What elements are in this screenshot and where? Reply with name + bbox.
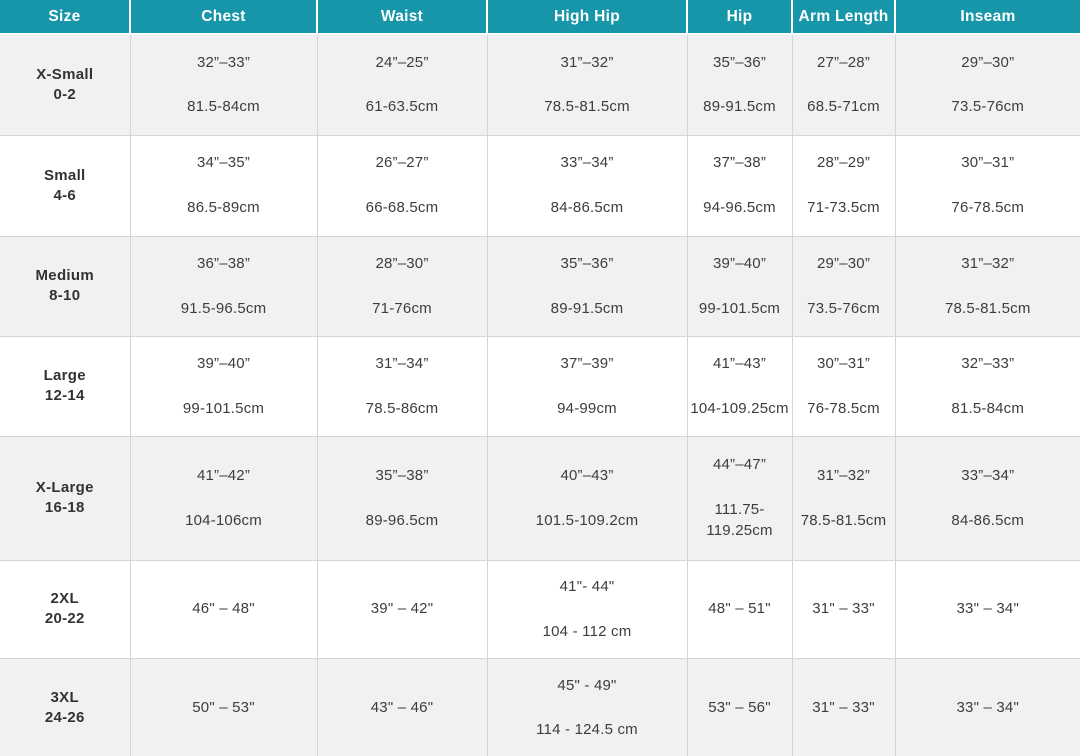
measurement-cm: 111.75-119.25cm bbox=[706, 500, 773, 540]
cell-arm-length bbox=[792, 236, 895, 336]
measurement-cm: 73.5-76cm bbox=[807, 299, 880, 317]
measurement-cm: 114 - 124.5 cm bbox=[536, 721, 638, 739]
measurement bbox=[898, 465, 1079, 532]
measurement bbox=[490, 675, 685, 742]
measurement bbox=[320, 253, 485, 320]
measurement bbox=[898, 253, 1079, 320]
measurement-cm: 76-78.5cm bbox=[807, 399, 880, 417]
measurement-inches: 44”–47” bbox=[712, 455, 767, 473]
measurement bbox=[795, 52, 893, 119]
measurement-inches: 33”–34” bbox=[560, 154, 614, 172]
size-name: Medium bbox=[35, 267, 94, 285]
measurement-inches: 31”–32” bbox=[961, 254, 1015, 272]
size-name: 2XL bbox=[50, 590, 79, 608]
size-range: 8-10 bbox=[49, 287, 81, 304]
measurement-cm: 84-86.5cm bbox=[550, 199, 624, 216]
measurement bbox=[795, 353, 893, 420]
measurement-inches: 27”–28” bbox=[816, 53, 871, 71]
measurement bbox=[320, 152, 485, 219]
measurement-inches: 28”–30” bbox=[375, 254, 429, 272]
measurement-inches: 35”–36” bbox=[560, 254, 614, 272]
measurement-inches: 34”–35” bbox=[196, 154, 251, 172]
measurement-inches: 36”–38” bbox=[196, 254, 251, 272]
cell-waist bbox=[317, 560, 487, 658]
measurement-inches: 40”–43” bbox=[560, 466, 614, 484]
measurement-inches: 37”–38” bbox=[712, 154, 767, 172]
size-range: 16-18 bbox=[44, 499, 85, 516]
cell-waist bbox=[317, 34, 487, 135]
cell-chest bbox=[130, 436, 317, 560]
table-row-x-large bbox=[0, 436, 1080, 560]
measurement bbox=[898, 598, 1079, 620]
column-header-hip: Hip bbox=[687, 0, 792, 34]
column-header-waist: Waist bbox=[317, 0, 487, 34]
measurement-cm: 68.5-71cm bbox=[807, 98, 880, 116]
measurement-inches: 26”–27” bbox=[375, 154, 429, 172]
measurement bbox=[133, 465, 315, 532]
measurement bbox=[490, 465, 685, 532]
measurement bbox=[690, 598, 790, 620]
measurement bbox=[133, 152, 315, 219]
measurement bbox=[795, 465, 893, 532]
measurement-inches: 37”–39” bbox=[560, 354, 614, 372]
measurement-cm: 71-73.5cm bbox=[807, 199, 880, 216]
cell-arm-length bbox=[792, 436, 895, 560]
cell-chest bbox=[130, 135, 317, 236]
measurement-inches: 53" – 56" bbox=[708, 698, 771, 716]
table-row-2xl bbox=[0, 560, 1080, 658]
measurement-cm: 104-109.25cm bbox=[690, 399, 789, 417]
measurement-cm: 78.5-81.5cm bbox=[944, 299, 1031, 317]
measurement bbox=[320, 697, 485, 719]
measurement-inches: 30”–31” bbox=[816, 354, 871, 372]
measurement-cm: 66-68.5cm bbox=[365, 199, 439, 216]
cell-size bbox=[0, 236, 130, 336]
measurement-inches: 31”–32” bbox=[816, 466, 871, 484]
measurement-inches: 32”–33” bbox=[961, 354, 1015, 372]
measurement bbox=[690, 353, 790, 420]
measurement-cm: 86.5-89cm bbox=[187, 199, 260, 216]
cell-chest bbox=[130, 336, 317, 436]
measurement bbox=[133, 52, 315, 119]
measurement bbox=[795, 598, 893, 620]
measurement-cm: 89-91.5cm bbox=[550, 299, 624, 317]
measurement-cm: 104 - 112 cm bbox=[542, 622, 632, 640]
measurement-inches: 30”–31” bbox=[961, 154, 1015, 172]
measurement-inches: 29”–30” bbox=[961, 53, 1015, 71]
cell-waist bbox=[317, 658, 487, 756]
measurement-inches: 33" – 34" bbox=[956, 698, 1019, 716]
size-range: 24-26 bbox=[44, 708, 85, 726]
measurement bbox=[133, 697, 315, 719]
cell-hip bbox=[687, 336, 792, 436]
measurement-cm: 78.5-81.5cm bbox=[544, 98, 630, 116]
measurement-inches: 33" – 34" bbox=[956, 600, 1019, 618]
column-header-arm-length: Arm Length bbox=[792, 0, 895, 34]
measurement bbox=[320, 598, 485, 620]
cell-hip bbox=[687, 135, 792, 236]
measurement-cm: 99-101.5cm bbox=[182, 399, 265, 417]
measurement-inches: 39”–40” bbox=[712, 254, 767, 272]
measurement bbox=[898, 353, 1079, 420]
cell-chest bbox=[130, 34, 317, 135]
header-row bbox=[0, 0, 1080, 34]
cell-inseam bbox=[895, 560, 1080, 658]
measurement-cm: 89-96.5cm bbox=[365, 511, 439, 529]
measurement bbox=[133, 253, 315, 320]
size-name: Large bbox=[43, 367, 86, 385]
cell-waist bbox=[317, 135, 487, 236]
measurement-cm: 76-78.5cm bbox=[951, 199, 1025, 216]
table-row-x-small bbox=[0, 34, 1080, 135]
measurement-inches: 43" – 46" bbox=[370, 698, 434, 716]
measurement-cm: 81.5-84cm bbox=[187, 98, 260, 116]
cell-hip bbox=[687, 560, 792, 658]
measurement-inches: 41"- 44" bbox=[559, 577, 615, 595]
measurement bbox=[898, 697, 1079, 719]
measurement bbox=[133, 353, 315, 420]
table-row-3xl bbox=[0, 658, 1080, 756]
size-chart-header bbox=[0, 0, 1080, 34]
measurement-inches: 48" – 51" bbox=[708, 600, 771, 618]
measurement-inches: 41”–42” bbox=[196, 466, 251, 484]
measurement-cm: 73.5-76cm bbox=[951, 98, 1025, 116]
measurement bbox=[690, 152, 790, 219]
size-chart-body bbox=[0, 34, 1080, 756]
cell-high-hip bbox=[487, 34, 687, 135]
cell-waist bbox=[317, 236, 487, 336]
cell-waist bbox=[317, 336, 487, 436]
measurement bbox=[490, 52, 685, 119]
cell-high-hip bbox=[487, 135, 687, 236]
measurement-cm: 94-99cm bbox=[557, 399, 617, 417]
measurement bbox=[320, 353, 485, 420]
cell-arm-length bbox=[792, 135, 895, 236]
cell-chest bbox=[130, 658, 317, 756]
measurement bbox=[795, 253, 893, 320]
cell-chest bbox=[130, 560, 317, 658]
measurement-inches: 41”–43” bbox=[712, 354, 767, 372]
cell-chest bbox=[130, 236, 317, 336]
measurement-inches: 31" – 33" bbox=[812, 698, 875, 716]
table-row-medium bbox=[0, 236, 1080, 336]
measurement-inches: 50" – 53" bbox=[192, 698, 255, 716]
measurement-inches: 39" – 42" bbox=[370, 600, 434, 618]
cell-size bbox=[0, 658, 130, 756]
measurement-cm: 78.5-81.5cm bbox=[800, 511, 887, 529]
cell-high-hip bbox=[487, 560, 687, 658]
measurement bbox=[898, 152, 1079, 219]
size-range: 12-14 bbox=[44, 387, 85, 404]
cell-hip bbox=[687, 658, 792, 756]
measurement bbox=[690, 454, 790, 542]
measurement-inches: 32”–33” bbox=[196, 53, 251, 71]
measurement-cm: 94-96.5cm bbox=[703, 199, 776, 216]
measurement bbox=[320, 52, 485, 119]
cell-arm-length bbox=[792, 34, 895, 135]
cell-high-hip bbox=[487, 336, 687, 436]
measurement-cm: 84-86.5cm bbox=[951, 511, 1025, 529]
size-name: X-Small bbox=[36, 65, 94, 83]
size-name: Small bbox=[43, 166, 86, 184]
cell-hip bbox=[687, 236, 792, 336]
measurement-cm: 99-101.5cm bbox=[698, 299, 781, 317]
cell-size bbox=[0, 436, 130, 560]
measurement-inches: 46" – 48" bbox=[192, 600, 255, 618]
measurement bbox=[898, 52, 1079, 119]
measurement-inches: 45" - 49" bbox=[557, 676, 617, 694]
measurement bbox=[795, 697, 893, 719]
size-name: X-Large bbox=[35, 479, 94, 497]
measurement-inches: 31”–34” bbox=[375, 354, 429, 372]
cell-high-hip bbox=[487, 436, 687, 560]
cell-waist bbox=[317, 436, 487, 560]
cell-inseam bbox=[895, 236, 1080, 336]
measurement-inches: 31”–32” bbox=[560, 53, 614, 71]
cell-hip bbox=[687, 436, 792, 560]
cell-inseam bbox=[895, 34, 1080, 135]
measurement bbox=[795, 152, 893, 219]
measurement-inches: 29”–30” bbox=[816, 254, 871, 272]
measurement-inches: 39”–40” bbox=[196, 354, 251, 372]
measurement-cm: 101.5-109.2cm bbox=[535, 511, 639, 529]
cell-inseam bbox=[895, 436, 1080, 560]
cell-hip bbox=[687, 34, 792, 135]
measurement-cm: 89-91.5cm bbox=[703, 98, 776, 116]
size-name: 3XL bbox=[50, 688, 79, 706]
cell-inseam bbox=[895, 336, 1080, 436]
table-row-large bbox=[0, 336, 1080, 436]
cell-inseam bbox=[895, 658, 1080, 756]
column-header-inseam: Inseam bbox=[895, 0, 1080, 34]
measurement-inches: 31" – 33" bbox=[812, 600, 875, 618]
measurement bbox=[690, 253, 790, 320]
cell-arm-length bbox=[792, 336, 895, 436]
size-range: 0-2 bbox=[53, 85, 77, 103]
measurement-cm: 91.5-96.5cm bbox=[180, 299, 267, 317]
cell-size bbox=[0, 34, 130, 135]
table-row-small bbox=[0, 135, 1080, 236]
size-range: 20-22 bbox=[44, 610, 85, 627]
measurement bbox=[490, 253, 685, 320]
measurement-inches: 24”–25” bbox=[375, 53, 429, 71]
measurement bbox=[490, 576, 685, 643]
measurement bbox=[320, 465, 485, 532]
cell-arm-length bbox=[792, 560, 895, 658]
cell-high-hip bbox=[487, 658, 687, 756]
column-header-size: Size bbox=[0, 0, 130, 34]
cell-size bbox=[0, 336, 130, 436]
measurement-cm: 71-76cm bbox=[372, 299, 432, 317]
measurement-cm: 104-106cm bbox=[185, 511, 262, 529]
cell-size bbox=[0, 560, 130, 658]
measurement-cm: 61-63.5cm bbox=[365, 98, 439, 116]
measurement bbox=[690, 52, 790, 119]
measurement bbox=[490, 152, 685, 219]
cell-high-hip bbox=[487, 236, 687, 336]
measurement-inches: 28”–29” bbox=[816, 154, 871, 172]
measurement bbox=[490, 353, 685, 420]
cell-arm-length bbox=[792, 658, 895, 756]
measurement-cm: 81.5-84cm bbox=[951, 399, 1025, 417]
size-range: 4-6 bbox=[53, 186, 77, 204]
measurement-inches: 33”–34” bbox=[961, 466, 1015, 484]
column-header-chest: Chest bbox=[130, 0, 317, 34]
column-header-high-hip: High Hip bbox=[487, 0, 687, 34]
measurement-inches: 35”–36” bbox=[712, 53, 767, 71]
measurement-cm: 78.5-86cm bbox=[365, 399, 439, 417]
cell-size bbox=[0, 135, 130, 236]
cell-inseam bbox=[895, 135, 1080, 236]
measurement bbox=[133, 598, 315, 620]
measurement bbox=[690, 697, 790, 719]
measurement-inches: 35”–38” bbox=[375, 466, 429, 484]
